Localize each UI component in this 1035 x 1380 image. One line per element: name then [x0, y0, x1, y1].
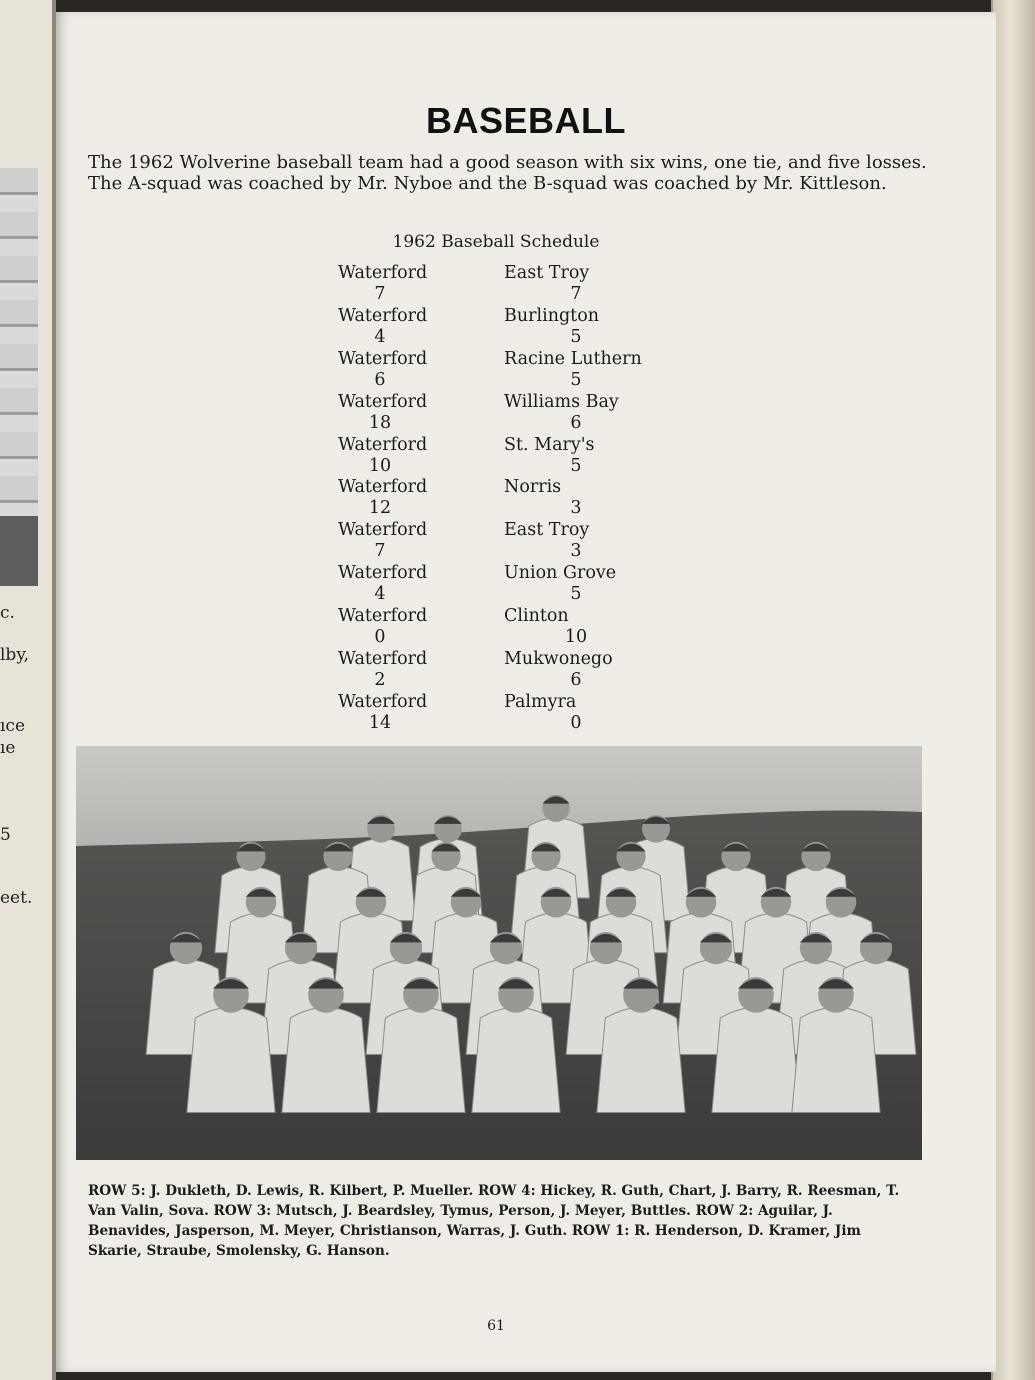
home-score: 4 [374, 584, 386, 605]
facing-page-text: c. [0, 603, 15, 623]
schedule-game [56, 392, 996, 435]
home-team: Waterford [338, 520, 428, 541]
opponent-name: Clinton [504, 606, 569, 627]
facing-page-photo [0, 168, 38, 586]
home-team: Waterford [338, 606, 428, 627]
opponent-score: 3 [570, 498, 582, 519]
opponent-score: 3 [570, 541, 582, 562]
player-body [187, 1008, 275, 1113]
opponent-name: Palmyra [504, 691, 577, 712]
opponent-score: 5 [570, 584, 582, 605]
opponent-name: Norris [504, 477, 562, 498]
opponent-name: East Troy [504, 520, 590, 541]
schedule-title: 1962 Baseball Schedule [392, 232, 600, 252]
facing-page-text: ıce [0, 716, 26, 736]
opponent-name: Williams Bay [504, 391, 619, 412]
home-score: 7 [374, 541, 386, 562]
team-photo-image [76, 746, 922, 1160]
opponent-score: 10 [564, 627, 588, 648]
opponent-name: St. Mary's [504, 434, 595, 455]
schedule-game [56, 563, 996, 606]
facing-page-text: lby, [0, 645, 30, 665]
schedule-game [56, 349, 996, 392]
home-score: 6 [374, 369, 386, 390]
opponent-score: 5 [570, 455, 582, 476]
home-team: Waterford [338, 649, 428, 670]
page-title: BASEBALL [426, 100, 626, 141]
intro-paragraph: The 1962 Wolverine baseball team had a good season with six wins, one tie, and five losses. The A-squad was coached by Mr. Nyboe and the B-squad was coached by Mr. Kittleson. [88, 152, 927, 194]
opponent-name: Racine Luthern [504, 348, 642, 369]
home-score: 14 [368, 712, 392, 733]
page-number: 61 [487, 1318, 505, 1334]
opponent-score: 5 [570, 369, 582, 390]
home-team: Waterford [338, 434, 428, 455]
home-score: 10 [368, 455, 392, 476]
schedule-game [56, 520, 996, 563]
opponent-score: 5 [570, 326, 582, 347]
page-edges [991, 0, 1035, 1380]
opponent-score: 0 [570, 712, 582, 733]
opponent-score: 7 [570, 284, 582, 304]
player-body [472, 1008, 560, 1113]
team-photo [76, 746, 922, 1160]
schedule-game [56, 435, 996, 478]
facing-page-text: eet. [0, 888, 33, 908]
home-score: 12 [368, 498, 392, 519]
photo-caption: ROW 5: J. Dukleth, D. Lewis, R. Kilbert, P. Mueller. ROW 4: Hickey, R. Guth, Chart, J. Barry, R. Reesman, T. Van Valin, Sova. ROW 3: Mutsch, J. Beardsley, Tymus, Person, J. Meyer, Buttles. ROW 2: Aguilar, J. Benavides, Jasperson, M. Meyer, Christianson, Warras, J. Guth. ROW 1: R. Henderson, D. Kramer, Jim Skarie, Straube, Smolensky, G. Hanson. [88, 1183, 900, 1259]
player-body [712, 1008, 800, 1113]
opponent-score: 6 [570, 670, 582, 691]
opponent-name: Burlington [504, 305, 600, 326]
schedule-game [56, 692, 996, 735]
home-team: Waterford [338, 563, 428, 584]
facing-page [0, 0, 56, 1380]
schedule-game [56, 306, 996, 349]
schedule-game [56, 477, 996, 520]
home-team: Waterford [338, 348, 428, 369]
player-body [597, 1008, 685, 1113]
home-team: Waterford [338, 691, 428, 712]
schedule-game [56, 263, 996, 306]
opponent-score: 6 [570, 412, 582, 433]
player-body [377, 1008, 465, 1113]
player-body [282, 1008, 370, 1113]
home-score: 7 [374, 284, 386, 304]
opponent-name: East Troy [504, 263, 590, 283]
home-score: 0 [374, 627, 386, 648]
home-team: Waterford [338, 391, 428, 412]
yearbook-page [56, 12, 996, 1372]
home-score: 2 [374, 670, 386, 691]
home-team: Waterford [338, 263, 428, 283]
schedule-game [56, 606, 996, 649]
player-body [792, 1008, 880, 1113]
opponent-name: Mukwonego [504, 649, 613, 670]
schedule-list [56, 263, 996, 735]
home-team: Waterford [338, 305, 428, 326]
opponent-name: Union Grove [504, 563, 617, 584]
facing-page-text: ıe [0, 738, 16, 758]
facing-page-text: 5 [0, 825, 11, 845]
home-score: 4 [374, 326, 386, 347]
home-team: Waterford [338, 477, 428, 498]
schedule-game [56, 649, 996, 692]
home-score: 18 [368, 412, 392, 433]
